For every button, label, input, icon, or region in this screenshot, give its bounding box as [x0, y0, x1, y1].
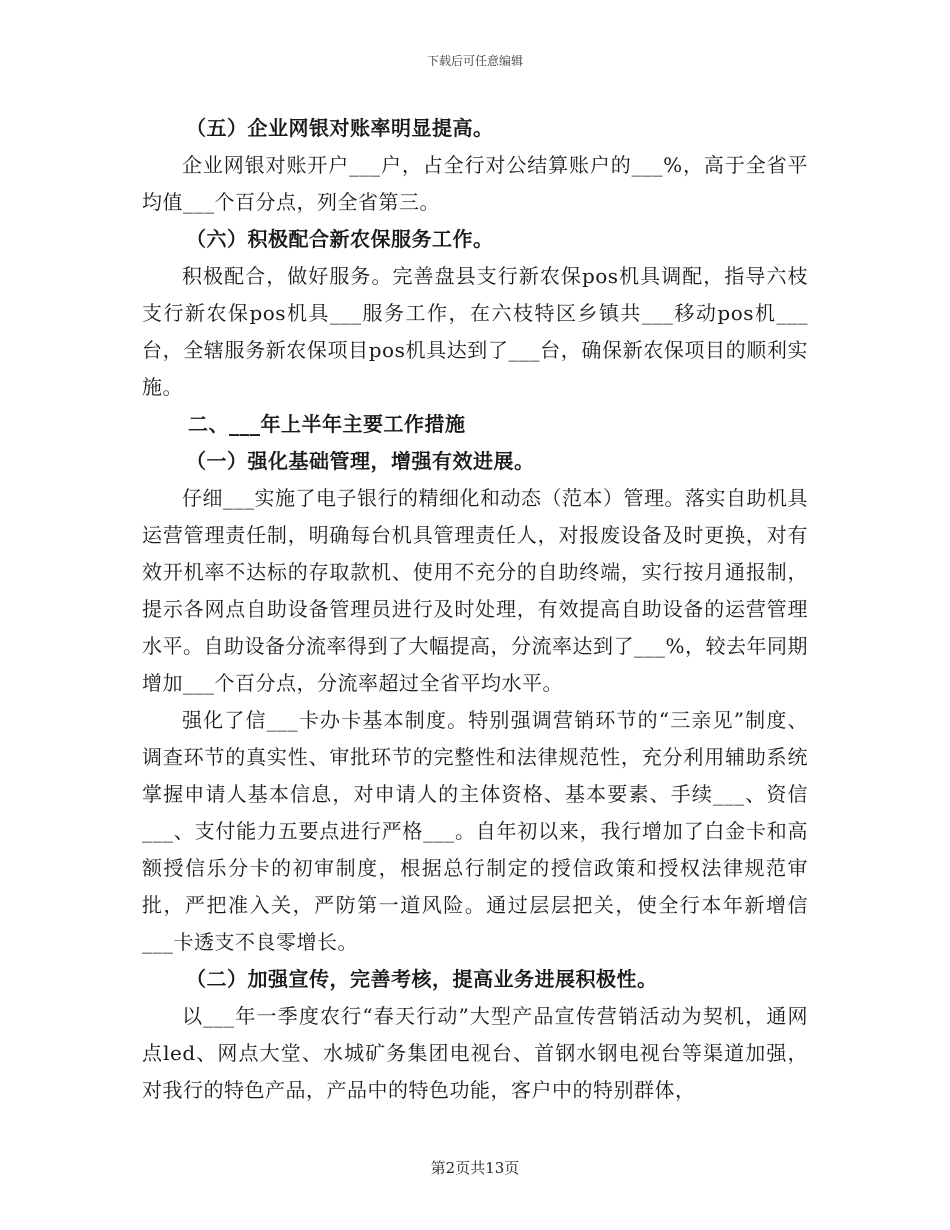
- page-footer: 第2页共13页: [430, 1159, 520, 1177]
- document-body: [142, 110, 808, 1109]
- page-header: 下载后可任意编辑: [426, 54, 523, 68]
- paragraph-credit-card: 强化了信___卡办卡基本制度。特别强调营销环节的“三亲见”制度、调查环节的真实性、审批环节的完整性和法律规范性，充分利用辅助系统掌握申请人基本信息，对申请人的主体资格、基本要素、手续___、资信___、支付能力五要点进行严格___。自年初以来，我行增加了白金卡和高额授信乐分卡的初审制度，根据总行制定的授信政策和授权法律规范审批，严把准入关，严防第一道风险。通过层层把关，使全行本年新增信___卡透支不良零增长。: [142, 708, 808, 954]
- section-heading-two: （二）加强宣传，完善考核，提高业务进展积极性。: [186, 967, 658, 991]
- chapter-heading-two: 二、___年上半年主要工作措施: [188, 412, 466, 436]
- paragraph-basic-management: 仔细___实施了电子银行的精细化和动态（范本）管理。落实自助机具运营管理责任制，明确每台机具管理责任人，对报废设备及时更换，对有效开机率不达标的存取款机、使用不充分的自助终端，实行按月通报制，提示各网点自助设备管理员进行及时处理，有效提高自助设备的运营管理水平。自助设备分流率得到了大幅提高，分流率达到了___%，较去年同期增加___个百分点，分流率超过全省平均水平。: [142, 486, 809, 695]
- section-heading-one: （一）强化基础管理，增强有效进展。: [186, 449, 535, 473]
- section-heading-six: （六）积极配合新农保服务工作。: [186, 227, 494, 251]
- paragraph-online-banking: 企业网银对账开户___户，占全行对公结算账户的___%，高于全省平均值___个百分点，列全省第三。: [142, 153, 808, 214]
- section-heading-five: （五）企业网银对账率明显提高。: [186, 116, 494, 140]
- paragraph-rural-pension: 积极配合，做好服务。完善盘县支行新农保pos机具调配，指导六枝支行新农保pos机具___服务工作，在六枝特区乡镇共___移动pos机___台，全辖服务新农保项目pos机具达到了___台，确保新农保项目的顺利实施。: [142, 264, 808, 399]
- paragraph-promotion: 以___年一季度农行“春天行动”大型产品宣传营销活动为契机，通网点led、网点大堂、水城矿务集团电视台、首钢水钢电视台等渠道加强，对我行的特色产品，产品中的特色功能，客户中的特别群体，: [142, 1004, 808, 1102]
